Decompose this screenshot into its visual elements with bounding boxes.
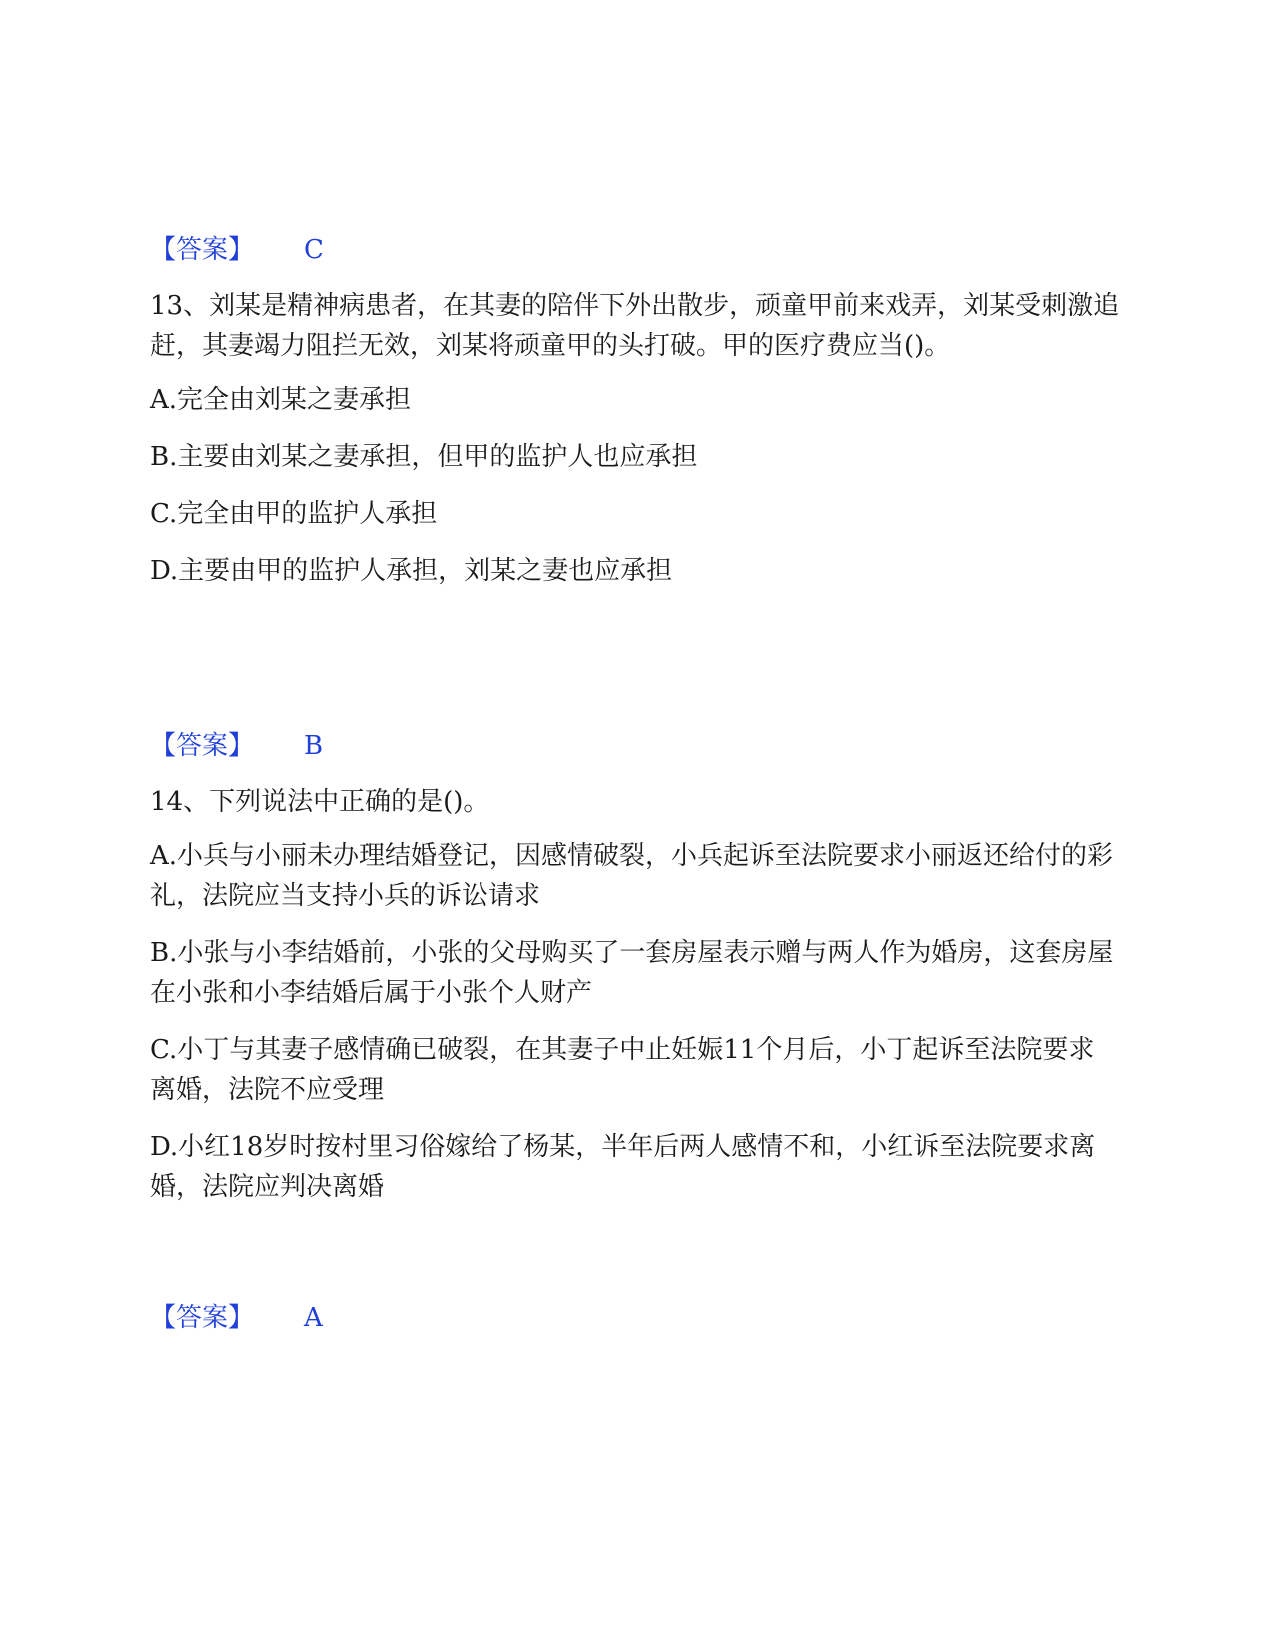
option-c: C.小丁与其妻子感情确已破裂，在其妻子中止妊娠11个月后，小丁起诉至法院要求离婚，法院不应受理 <box>150 1035 1095 1105</box>
answer-value: A <box>304 1303 323 1333</box>
answer-label: 【答案】 <box>150 1303 255 1333</box>
option-a: A.完全由刘某之妻承担 <box>150 385 412 415</box>
option-d: D.小红18岁时按村里习俗嫁给了杨某，半年后两人感情不和，小红诉至法院要求离婚，法院应判决离婚 <box>150 1132 1096 1202</box>
answer-label: 【答案】 <box>150 731 255 761</box>
answer-line-q12 <box>150 233 324 267</box>
question-stem: 13、刘某是精神病患者，在其妻的陪伴下外出散步，顽童甲前来戏弄，刘某受刺激追赶，其妻竭力阻拦无效，刘某将顽童甲的头打破。甲的医疗费应当()。 <box>150 291 1120 361</box>
option-c: C.完全由甲的监护人承担 <box>150 499 438 529</box>
option-b: B.小张与小李结婚前，小张的父母购买了一套房屋表示赠与两人作为婚房，这套房屋在小张和小李结婚后属于小张个人财产 <box>150 938 1114 1008</box>
question-13 <box>150 286 1120 608</box>
answer-value: B <box>304 731 324 761</box>
question-stem: 14、下列说法中正确的是()。 <box>150 787 490 817</box>
answer-value: C <box>304 235 324 265</box>
question-14 <box>150 782 1120 1224</box>
answer-line-q13 <box>150 729 323 763</box>
option-a: A.小兵与小丽未办理结婚登记，因感情破裂，小兵起诉至法院要求小丽返还给付的彩礼，法院应当支持小兵的诉讼请求 <box>150 841 1114 911</box>
option-d: D.主要由甲的监护人承担，刘某之妻也应承担 <box>150 556 673 586</box>
answer-label: 【答案】 <box>150 235 255 265</box>
answer-line-q14 <box>150 1301 323 1335</box>
option-b: B.主要由刘某之妻承担，但甲的监护人也应承担 <box>150 442 698 472</box>
